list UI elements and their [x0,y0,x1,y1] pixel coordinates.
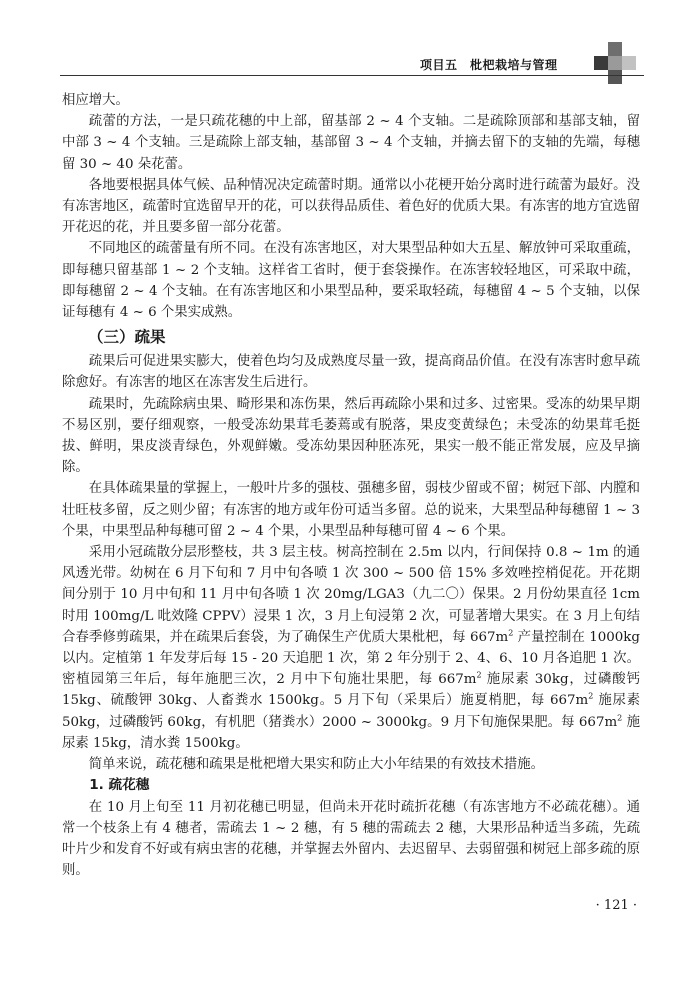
superscript: 2 [476,670,482,680]
paragraph: 相应增大。 [62,93,129,108]
paragraph: 疏果时，先疏除病虫果、畸形果和冻伤果，然后再疏除小果和过多、过密果。受冻的幼果早期不易区别，要仔细观察，一般受冻幼果茸毛萎蔫或有脱落，果皮变黄绿色；未受冻的幼果茸毛挺拔、鲜明，果皮淡青绿色，外观鲜嫩。受冻幼果因种胚冻死，果实一般不能正常发展，应及早摘除。 [62,396,640,476]
text-run: 产量控制在 1000kg 以内。定植第 1 年发芽后每 15 - 20 天追肥 1 次，第 2 年分别于 2、4、6、10 月各追肥 1 次。密植园第三年后，每年施肥三次，2 月中下旬施壮果肥，每 667m [62,629,640,688]
paragraph: 不同地区的疏蕾量有所不同。在没有冻害地区，对大果型品种如大五星、解放钟可采取重疏，即每穗只留基部 1 ~ 2 个支轴。这样省工省时，便于套袋操作。在冻害较轻地区，可采取中疏，即每穗留 2 ~ 4 个支轴。在有冻害地区和小果型品种，要采取轻疏，每穗留 4 ~ 5 个支轴，以保证每穗有 4 ~ 6 个果实成熟。 [62,241,640,321]
corner-block [622,56,636,70]
subsection-heading: 1. 疏花穗 [89,777,150,794]
page-body [62,90,640,881]
corner-block [608,70,622,84]
paragraph: 在具体疏果量的掌握上，一般叶片多的强枝、强穗多留，弱枝少留或不留；树冠下部、内膛和壮旺枝多留，反之则少留；有冻害的地方或年份可适当多留。总的说来，大果型品种每穗留 1 ~ 3 个果，中果型品种每穗可留 2 ~ 4 个果，小果型品种每穗可留 4 ~ 6 个果。 [62,481,640,539]
superscript: 2 [588,692,594,702]
corner-block [594,56,608,70]
header-rule [60,75,644,76]
corner-block [608,42,622,56]
paragraph: 简单来说，疏花穗和疏果是枇杷增大果实和防止大小年结果的有效技术措施。 [88,757,545,773]
superscript: 2 [508,628,514,638]
text-run: 采用小冠疏散分层形整枝，共 3 层主枝。树高控制在 2.5m 以内，行间保持 0.8 ~ 1m 的通风透光带。幼树在 6 月下旬和 7 月中旬各喷 1 次 300 ~ 500 倍 15% 多效唑控梢促花。开花期间分别于 10 月中旬和 11 月中旬各喷 1 次 20mg/LGA3（九二〇）保果。2 月份幼果直径 1cm 时用 100mg/L 吡效隆 CPPV）浸果 1 次，3 月上旬浸第 2 次，可显著增大果实。在 3 月上旬结合春季修剪疏果，并在疏果后套袋，为了确保生产优质大果枇杷，每 667m [62,545,640,645]
paragraph [62,542,640,754]
running-head: 项目五 枇杷栽培与管理 [420,58,558,72]
page-number: · 121 · [595,898,637,913]
paragraph: 疏蕾的方法，一是只疏花穗的中上部，留基部 2 ~ 4 个支轴。二是疏除顶部和基部支轴，留中部 3 ~ 4 个支轴。三是疏除上部支轴，基部留 3 ~ 4 个支轴，并摘去留下的支轴的先端，每穗留 30 ~ 40 朵花蕾。 [62,114,640,172]
paragraph: 各地要根据具体气候、品种情况决定疏蕾时期。通常以小花梗开始分离时进行疏蕾为最好。没有冻害地区，疏蕾时宜选留早开的花，可以获得品质佳、着色好的优质大果。有冻害的地方宜选留开花迟的花，并且要多留一部分花蕾。 [62,177,640,236]
superscript: 2 [617,713,623,723]
corner-block [608,56,622,70]
paragraph: 疏果后可促进果实膨大，使着色均匀及成熟度尽量一致，提高商品价值。在没有冻害时愈早疏除愈好。有冻害的地区在冻害发生后进行。 [62,354,640,391]
section-heading: （三）疏果 [88,328,166,347]
text-run: 施尿素 50kg，过磷酸钙 60kg，有机肥（猪粪水）2000 ~ 3000kg。9 月下旬施保果肥。每 667m [62,693,641,730]
text-run: 施尿素 15kg，清水粪 1500kg。 [62,714,640,751]
text-run: 施尿素 30kg，过磷酸钙 15kg、硫酸钾 30kg、人畜粪水 1500kg。5 月下旬（采果后）施夏梢肥，每 667m [62,672,640,709]
paragraph: 在 10 月上旬至 11 月初花穗已明显，但尚未开花时疏折花穗（有冻害地方不必疏花穗）。通常一个枝条上有 4 穗者，需疏去 1 ~ 2 穗，有 5 穗的需疏去 2 穗，大果形品种适当多疏，先疏叶片少和发育不好或有病虫害的花穗，并掌握去外留内、去迟留早、去弱留强和树冠上部多疏的原则。 [62,799,640,879]
corner-decoration [594,42,636,84]
